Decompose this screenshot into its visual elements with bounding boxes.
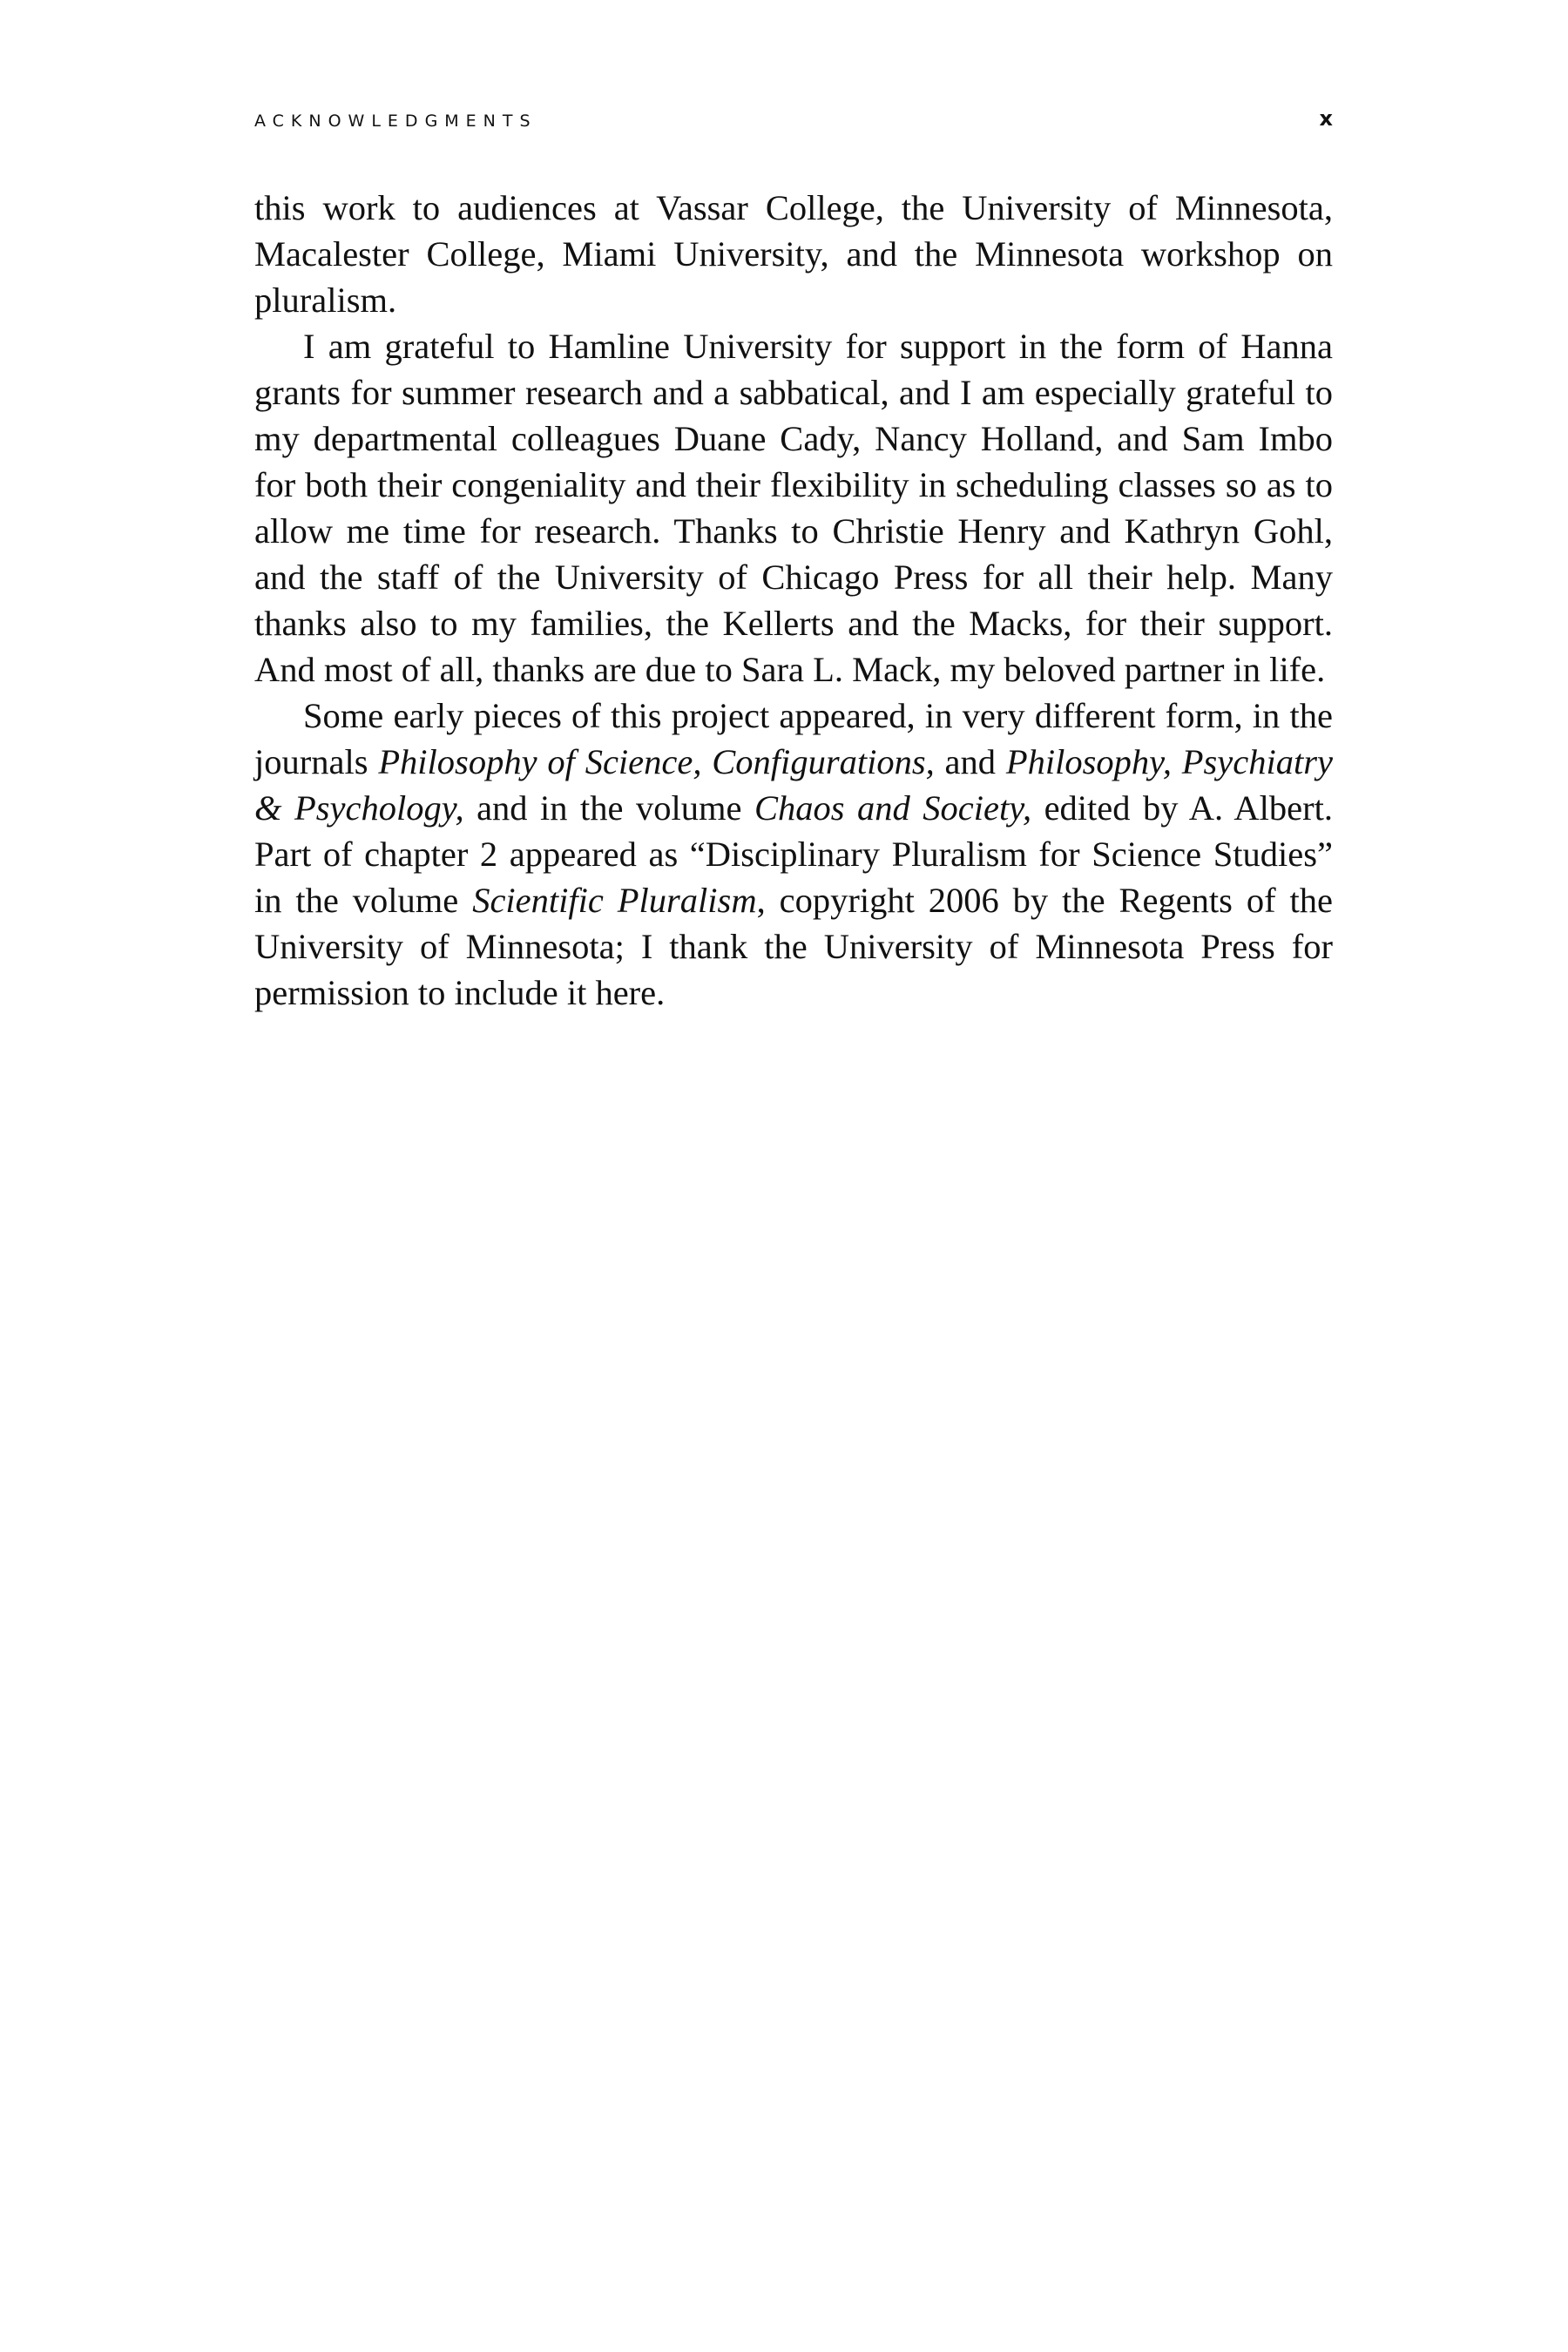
volume-title: Scientific Pluralism: [472, 881, 757, 920]
journal-title: Philosophy, Psychiatry & Psychology,: [254, 742, 1333, 828]
paragraph-text-segment: , copyright 2006 by the Regents of the University of Minnesota; I thank the University of Minnesota Press for permission to include it here.: [254, 881, 1333, 1012]
journal-titles: Philosophy of Science, Configurations,: [378, 742, 935, 781]
paragraph-text-segment: edited by A. Albert. Part of chapter 2 appeared as “Disciplinary Pluralism for Science Studies” in the volume: [254, 788, 1334, 920]
page-number: x: [1319, 106, 1333, 131]
paragraph-text-segment: and in the volume: [463, 788, 754, 828]
paragraph-prior-publications: [254, 693, 1333, 1016]
running-head: [254, 106, 1333, 146]
volume-title: Chaos and Society,: [754, 788, 1032, 828]
paragraph-text-segment: and: [934, 742, 1006, 781]
paragraph-thanks: I am grateful to Hamline University for support in the form of Hanna grants for summer research and a sabbatical, and I am especially grateful to my departmental colleagues Duane Cady, Nancy Holland, and Sam Imbo for both their congeniality and their flexibility in scheduling classes so as to allow me time for research. Thanks to Christie Henry and Kathryn Gohl, and the staff of the University of Chicago Press for all their help. Many thanks also to my families, the Kellerts and the Macks, for their support. And most of all, thanks are due to Sara L. Mack, my beloved partner in life.: [254, 327, 1333, 689]
running-head-title: ACKNOWLEDGMENTS: [254, 112, 537, 131]
paragraph-text-segment: Some early pieces of this project appeared, in very different form, in the journals: [254, 696, 1333, 781]
paragraph-continued: this work to audiences at Vassar College, the University of Minnesota, Macalester College, Miami University, and the Minnesota workshop on pluralism.: [254, 188, 1333, 320]
acknowledgments-text: [254, 185, 1333, 1016]
